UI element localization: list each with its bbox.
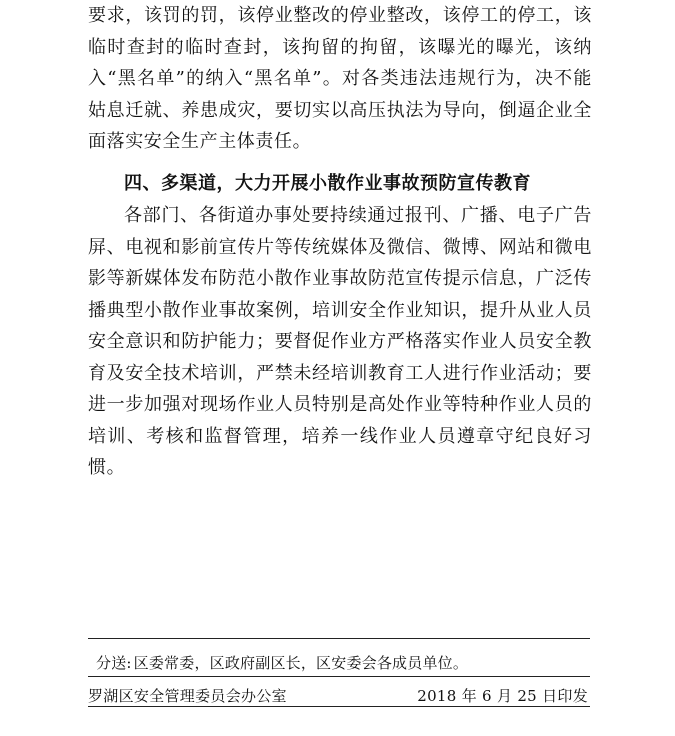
distribution-label: 分送: [96, 654, 132, 672]
footer-bottom-rule [88, 706, 590, 707]
section-paragraph: 各部门、各街道办事处要持续通过报刊、广播、电子广告屏、电视和影前宣传片等传统媒体及微信、微博、网站和微电影等新媒体发布防范小散作业事故防范宣传提示信息，广泛传播典型小散作业事故案例，培训安全作业知识，提升从业人员安全意识和防护能力；要督促作业方严格落实作业人员安全教育及安全技术培训，严禁未经培训教育工人进行作业活动；要进一步加强对现场作业人员特别是高处作业等特种作业人员的培训、考核和监督管理，培养一线作业人员遵章守纪良好习惯。 [88, 205, 592, 478]
distribution-line [96, 653, 468, 673]
issuing-office: 罗湖区安全管理委员会办公室 [88, 687, 287, 705]
distribution-recipients: 区委常委，区政府副区长，区安委会各成员单位。 [133, 654, 469, 672]
footer-top-rule [88, 638, 590, 639]
footer-middle-rule [88, 676, 590, 677]
section-heading: 四、多渠道，大力开展小散作业事故预防宣传教育 [124, 173, 531, 194]
paragraph-continued: 要求，该罚的罚，该停业整改的停业整改，该停工的停工，该临时查封的临时查封，该拘留的拘留，该曝光的曝光，该纳入“黑名单”的纳入“黑名单”。对各类违法违规行为，决不能姑息迁就、养患成灾，要切实以高压执法为导向，倒逼企业全面落实安全生产主体责任。 [88, 5, 592, 152]
issue-date: 2018 年 6 月 25 日印发 [417, 687, 588, 705]
